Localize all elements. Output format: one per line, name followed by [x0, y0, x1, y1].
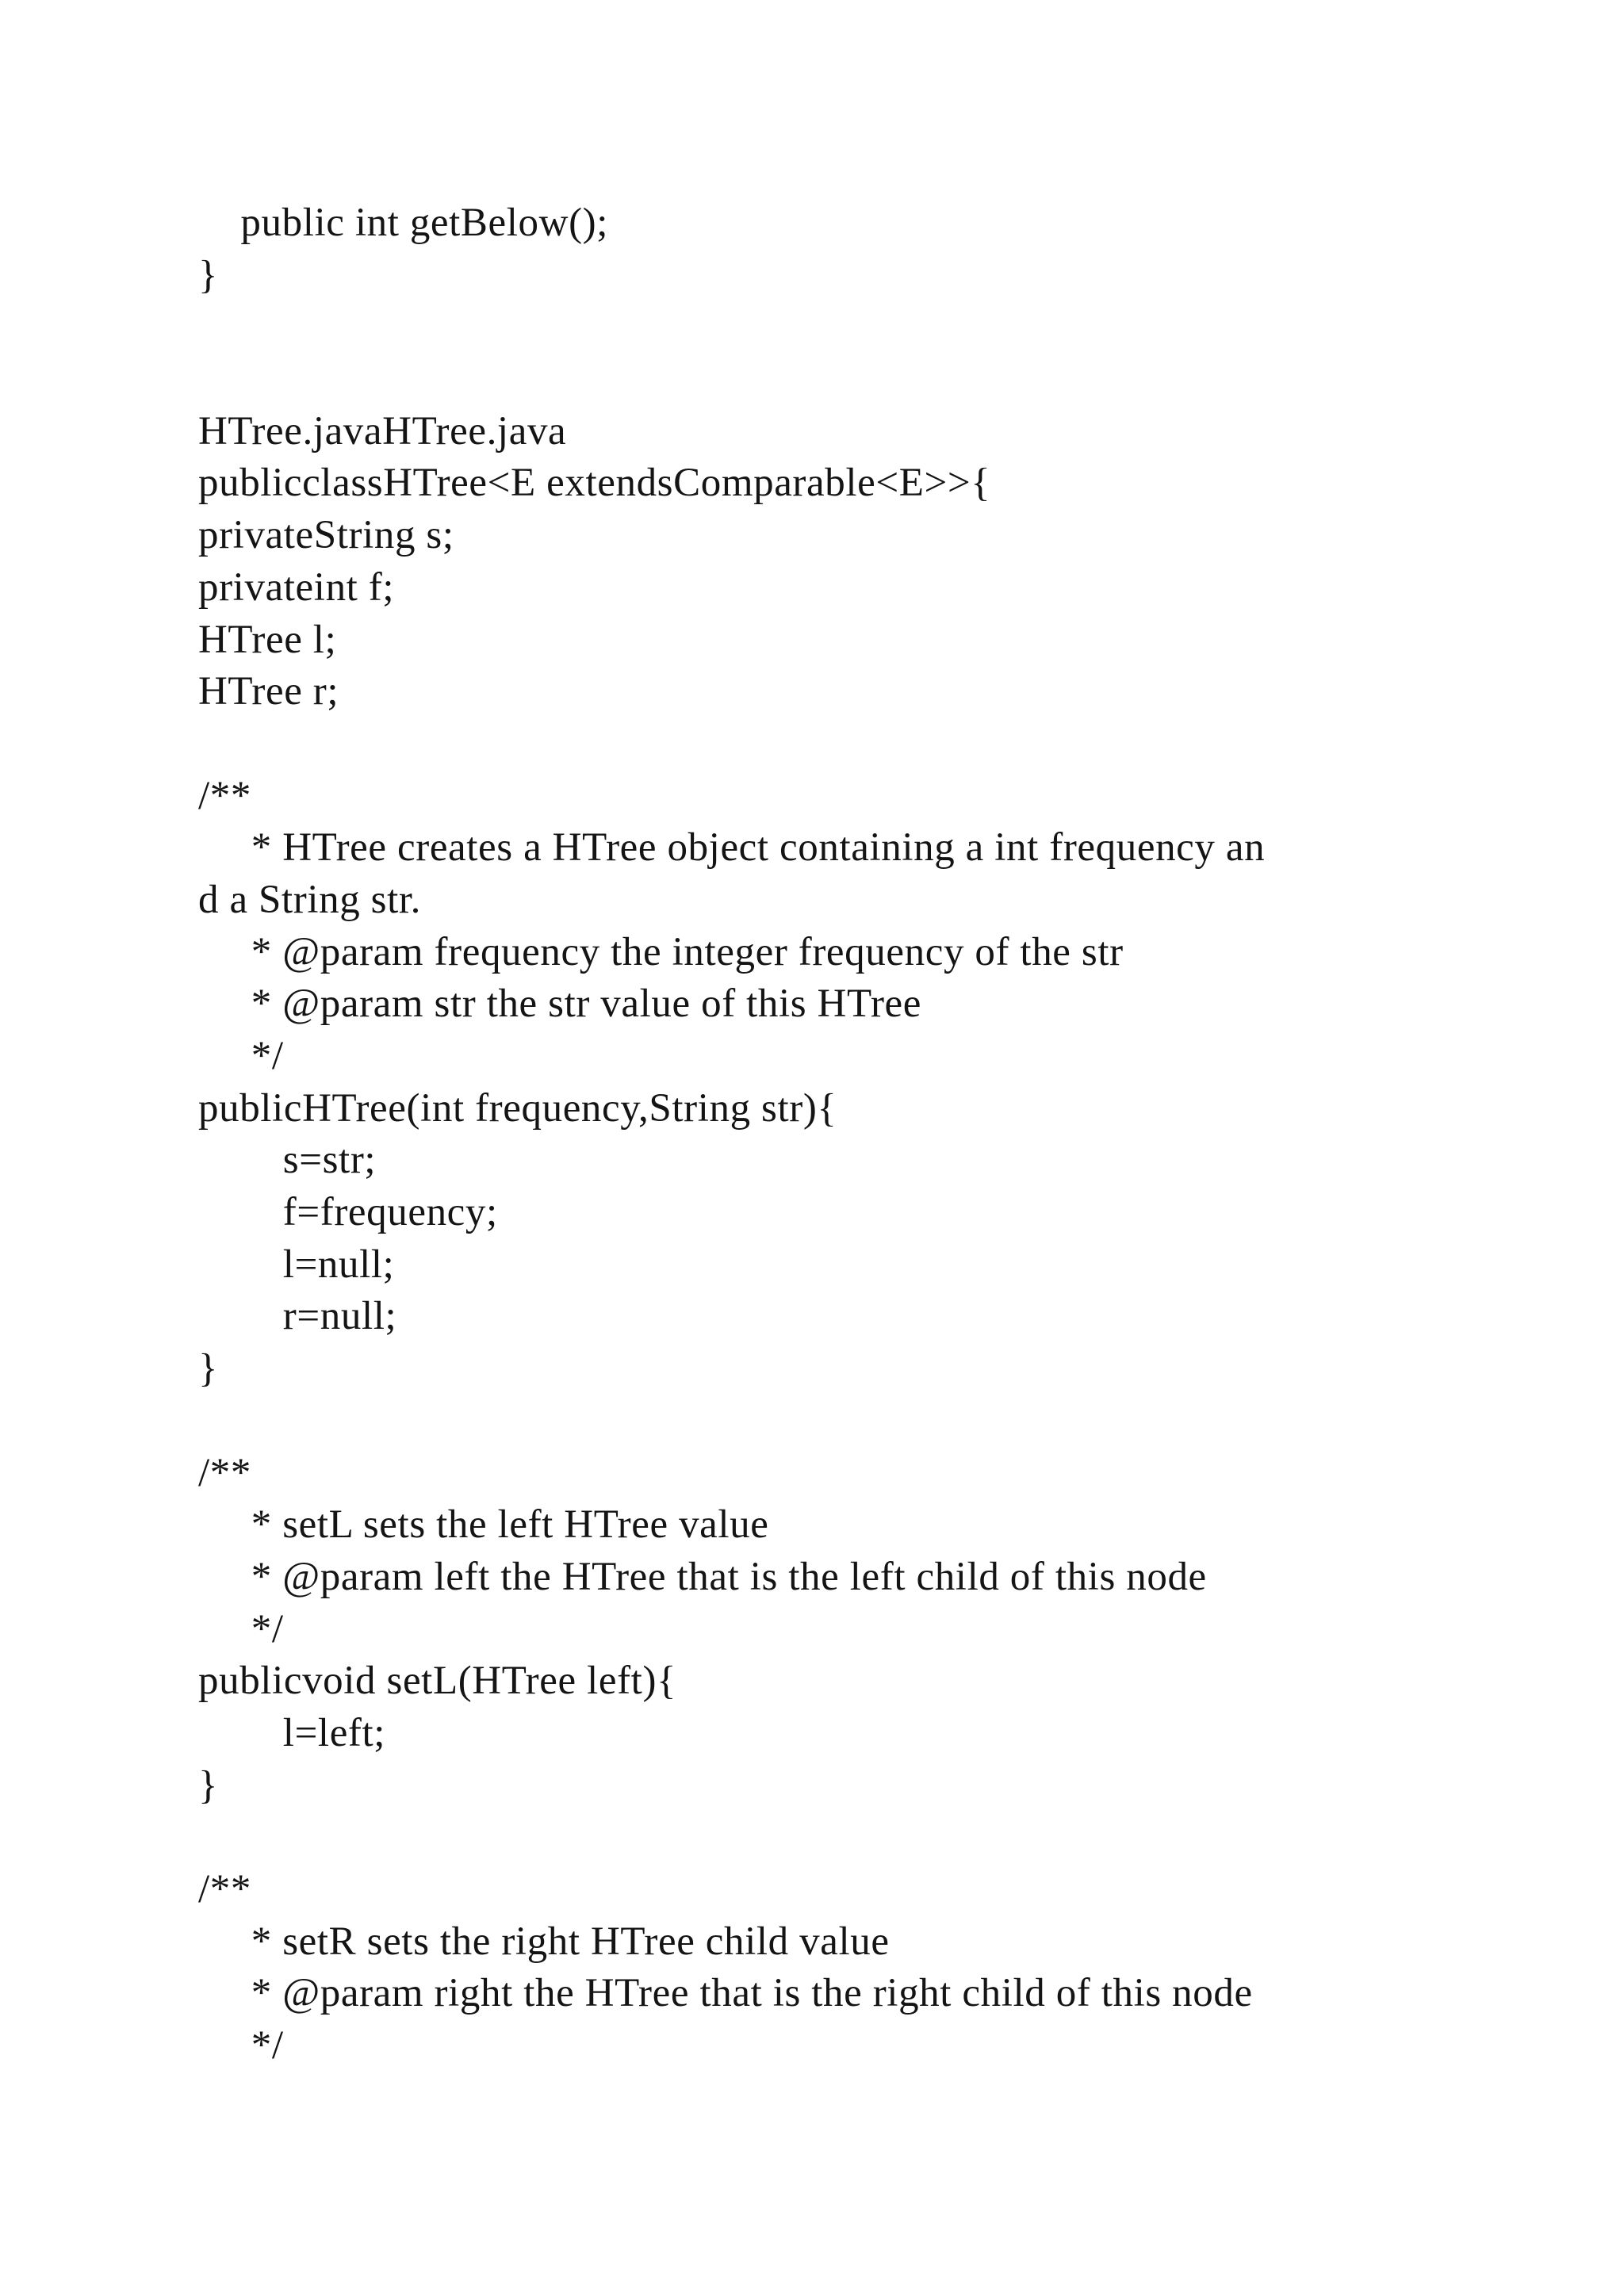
text-line: * @param right the HTree that is the right child of this node: [198, 1971, 1253, 2016]
text-line: f=frequency;: [198, 1190, 498, 1235]
text-line: [198, 1812, 1562, 1864]
text-line: privateint f;: [198, 564, 395, 610]
text-line: HTree r;: [198, 669, 339, 714]
text-line: d a String str.: [198, 877, 422, 922]
text-line: [198, 718, 1562, 771]
code-text-block: [198, 197, 1562, 2072]
text-line: publicvoid setL(HTree left){: [198, 1659, 677, 1704]
text-line: }: [198, 1346, 219, 1391]
text-line: * @param frequency the integer frequency of the str: [198, 929, 1124, 974]
text-line: * @param left the HTree that is the left child of this node: [198, 1554, 1207, 1599]
text-line: HTree l;: [198, 617, 337, 662]
text-line: /**: [198, 1867, 251, 1911]
text-line: * HTree creates a HTree object containing a int frequency an: [198, 825, 1266, 871]
text-line: s=str;: [198, 1138, 377, 1183]
text-line: /**: [198, 1450, 251, 1495]
text-line: publicHTree(int frequency,String str){: [198, 1085, 837, 1131]
text-line: l=left;: [198, 1710, 386, 1755]
text-line: }: [198, 1762, 219, 1808]
text-line: * setL sets the left HTree value: [198, 1502, 769, 1548]
text-line: publicclassHTree<E extendsComparable<E>>{: [198, 461, 991, 506]
text-line: * @param str the str value of this HTree: [198, 982, 922, 1027]
text-line: */: [198, 1606, 284, 1651]
text-line: [198, 1395, 1562, 1448]
text-line: [198, 301, 1562, 354]
text-line: l=null;: [198, 1242, 395, 1287]
text-line: public int getBelow();: [198, 201, 609, 245]
text-line: */: [198, 1034, 284, 1078]
text-line: privateString s;: [198, 513, 454, 558]
text-line: [198, 354, 1562, 406]
text-line: * setR sets the right HTree child value: [198, 1919, 890, 1964]
text-line: r=null;: [198, 1294, 397, 1339]
text-line: }: [198, 252, 219, 297]
text-line: /**: [198, 773, 251, 818]
text-line: HTree.javaHTree.java: [198, 408, 567, 453]
text-line: */: [198, 2023, 284, 2068]
